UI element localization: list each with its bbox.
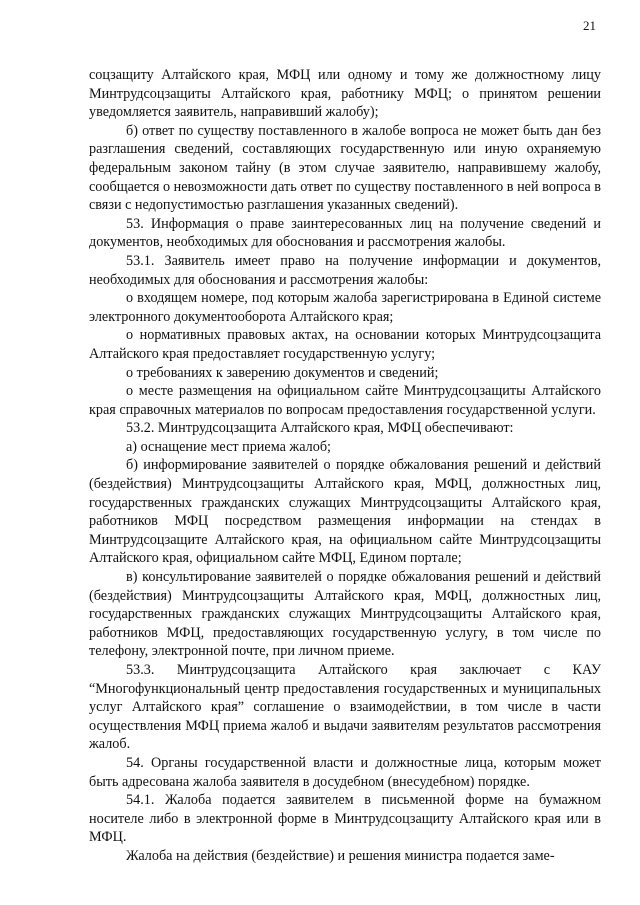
paragraph: соцзащиту Алтайского края, МФЦ или одному и тому же должностному лицу Минтрудсоцзащиты Алтайского края, работнику МФЦ; о принятом решении уведомляется заявитель, направивший жалобу); — [89, 67, 601, 121]
paragraph: о нормативных правовых актах, на основании которых Минтрудсоцзащита Алтайского края предоставляет государственную услугу; — [89, 327, 601, 362]
document-body — [89, 66, 601, 866]
paragraph: 53.3. Минтрудсоцзащита Алтайского края заключает с КАУ “Многофункциональный центр предоставления государственных и муниципальных услуг Алтайского края” соглашение о взаимодействии, в том числе в части осуществления МФЦ приема жалоб и выдачи заявителям результатов рассмотрения жалоб. — [89, 662, 601, 753]
paragraph: 53. Информация о праве заинтересованных лиц на получение сведений и документов, необходимых для обоснования и рассмотрения жалобы. — [89, 215, 601, 251]
paragraph: 54. Органы государственной власти и должностные лица, которым может быть адресована жалоба заявителя в досудебном (внесудебном) порядке. — [89, 754, 601, 790]
paragraph: 53.2. Минтрудсоцзащита Алтайского края, МФЦ обеспечивают: — [126, 420, 514, 437]
page-number: 21 — [583, 18, 596, 33]
paragraph: Жалоба на действия (бездействие) и решения министра подается заме- — [126, 847, 555, 864]
paragraph: о входящем номере, под которым жалоба зарегистрирована в Единой системе электронного документооборота Алтайского края; — [89, 290, 601, 325]
paragraph: в) консультирование заявителей о порядке обжалования решений и действий (бездействия) Минтрудсоцзащиты Алтайского края, МФЦ, должностных лиц, государственных гражданских служащих Минтрудсоцзащиты Алтайского края, работников МФЦ, предоставляющих государственную услугу, в том числе по телефону, электронной почте, при личном приеме. — [89, 569, 601, 660]
paragraph: о требованиях к заверению документов и сведений; — [126, 364, 439, 381]
paragraph: б) информирование заявителей о порядке обжалования решений и действий (бездействия) Минтрудсоцзащиты Алтайского края, МФЦ, должностных лиц, государственных гражданских служащих Минтрудсоцзащиты Алтайского края, работников МФЦ посредством размещения информации на стендах в Минтрудсоцзащите Алтайского края, на официальном сайте Минтрудсоцзащиты Алтайского края, официальном сайте МФЦ, Едином портале; — [89, 457, 601, 567]
paragraph: 54.1. Жалоба подается заявителем в письменной форме на бумажном носителе либо в электронной форме в Минтрудсоцзащиту Алтайского края или в МФЦ. — [89, 792, 601, 846]
paragraph: 53.1. Заявитель имеет право на получение информации и документов, необходимых для обоснования и рассмотрения жалобы: — [89, 252, 601, 288]
paragraph: о месте размещения на официальном сайте Минтрудсоцзащиты Алтайского края справочных материалов по вопросам предоставления государственной услуги. — [89, 383, 601, 418]
paragraph: а) оснащение мест приема жалоб; — [126, 438, 331, 455]
paragraph: б) ответ по существу поставленного в жалобе вопроса не может быть дан без разглашения сведений, составляющих государственную или иную охраняемую федеральным законом тайну (в этом случае заявителю, направившему жалобу, сообщается о невозможности дать ответ по существу поставленного в ней вопроса в связи с недопустимостью разглашения указанных сведений). — [89, 122, 601, 214]
